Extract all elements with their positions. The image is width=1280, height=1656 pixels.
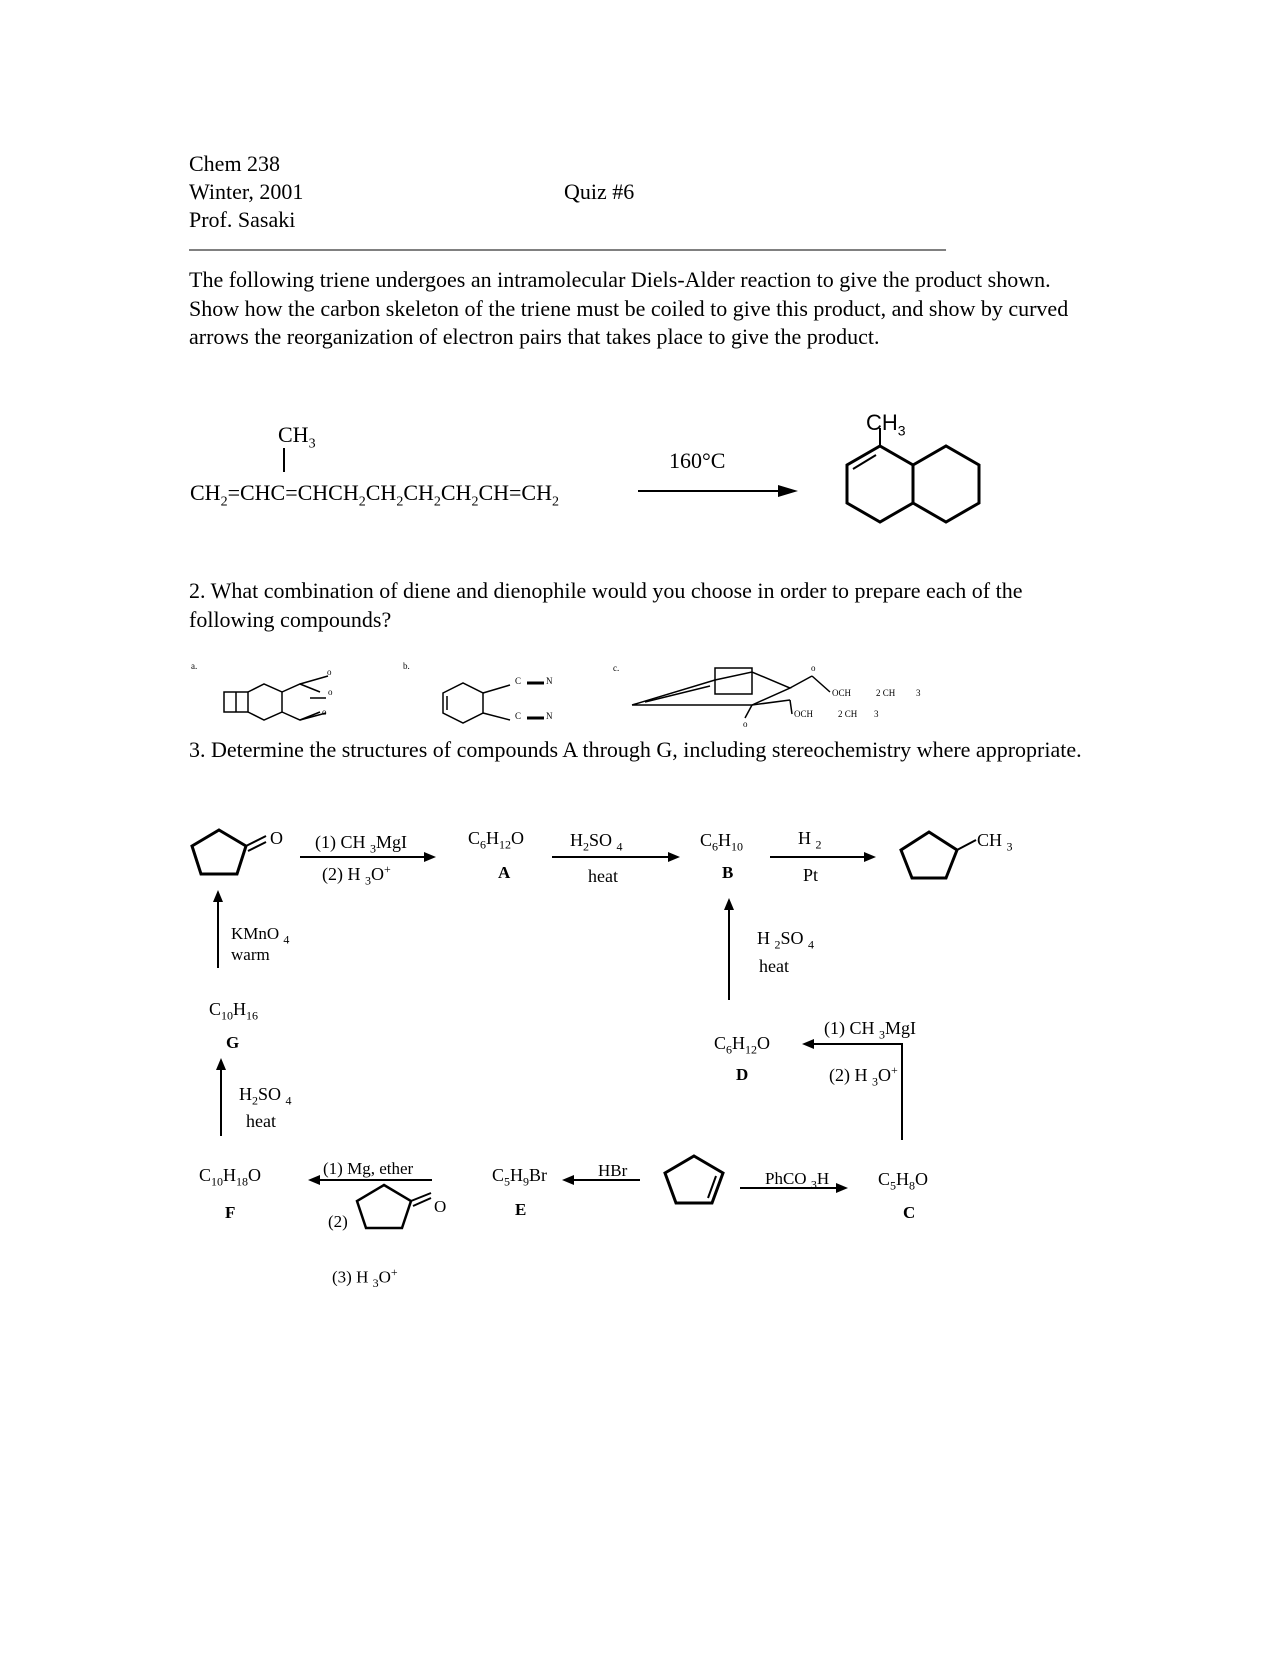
reaction-condition: 160°C <box>669 448 726 473</box>
quiz-title: Quiz #6 <box>564 179 635 204</box>
compound-e-label: E <box>515 1200 527 1219</box>
compound-a-label: A <box>498 863 511 882</box>
header-rule: ______________________________________________________________________________ <box>189 232 946 252</box>
f-ketone-oxygen: O <box>434 1197 447 1216</box>
compound-d-formula: $C_6H_{12}O$ <box>714 1033 771 1057</box>
triene-formula: $CH_2=CHC=CHCH_2CH_2CH_2CH_2CH=CH_2$ <box>190 480 559 510</box>
compound-g-formula: $C_{10}H_{16}$ <box>209 999 259 1023</box>
c-och-top: OCH <box>832 688 852 698</box>
compound-a-formula: $C_6H_{12}O$ <box>468 828 525 852</box>
heat-left: heat <box>246 1111 276 1131</box>
compound-d-label: D <box>736 1065 749 1084</box>
c-ch2-bottom: 2 CH <box>838 709 858 719</box>
cyclopentanone-start <box>192 830 266 874</box>
course-title: Chem 238 <box>189 151 281 176</box>
hydrogenation-reagent: H $_2$ <box>798 828 822 852</box>
c-3-top: 3 <box>916 688 921 698</box>
cyclopentene <box>665 1156 723 1203</box>
compound-f-formula: $C_{10}H_{18}O$ <box>199 1165 262 1189</box>
c-och-bottom: OCH <box>794 709 814 719</box>
b-n-bottom: N <box>546 711 553 721</box>
arrow-c-to-d <box>814 1044 902 1140</box>
triene-ch3: $CH_3$ <box>278 422 316 452</box>
c-ch2-top: 2 CH <box>876 688 896 698</box>
warm-condition: warm <box>231 945 270 964</box>
step-a-reagent-2: (2) H $_3$O+ <box>322 862 391 888</box>
term-text: Winter, 2001 <box>189 179 304 204</box>
q2-label-a: a. <box>191 661 198 671</box>
h2so4-left: $H_2SO$ $_4$ <box>239 1084 292 1108</box>
hbr-reagent: HBr <box>598 1161 628 1180</box>
bicyclic-product <box>847 428 979 522</box>
c-o-bottom: o <box>743 719 748 729</box>
b-n-top: N <box>546 676 553 686</box>
ketone-oxygen: O <box>270 828 283 848</box>
q1-arrow-head <box>778 485 798 497</box>
q2-structure-c <box>632 668 830 718</box>
compound-c-label: C <box>903 1203 916 1222</box>
step-f-reagent-3: (3) H $_3$O+ <box>332 1265 398 1291</box>
compound-c-formula: $C_5H_8O$ <box>878 1169 929 1193</box>
professor-name: Prof. Sasaki <box>189 207 296 232</box>
hydrogenation-catalyst: Pt <box>803 865 819 885</box>
h2so4-right: H $_2$SO $_4$ <box>757 928 815 952</box>
heat-right: heat <box>759 956 789 976</box>
q3-prompt: 3. Determine the structures of compounds A through G, including stereochemistry where appropriate. <box>189 737 1082 762</box>
q2-prompt: 2. What combination of diene and dienophile would you choose in order to prepare each of the following compounds? <box>189 578 1023 632</box>
step-f-reagent-1: (1) Mg, ether <box>323 1159 414 1178</box>
q2-label-c: c. <box>613 663 620 673</box>
compound-f-label: F <box>225 1203 236 1222</box>
c-3-bottom: 3 <box>874 709 879 719</box>
compound-b-label: B <box>722 863 734 882</box>
q1-prompt: The following triene undergoes an intramolecular Diels-Alder reaction to give the product shown. Show how the carbon skeleton of the triene must be coiled to give this product, and show by curved arrows the reorganization of electron pairs that takes place to give the product. <box>189 267 1069 349</box>
c-o-top: o <box>811 663 816 673</box>
kmno4-reagent: KMnO $_4$ <box>231 924 290 947</box>
step-f-reagent-2: (2) <box>328 1212 348 1231</box>
reagent-cyclopentanone <box>357 1185 431 1228</box>
phco3h-reagent: PhCO $_3$H <box>765 1169 830 1192</box>
step-b-reagent-2: heat <box>588 866 618 886</box>
a-oxygen-3: o <box>322 707 327 717</box>
step-b-reagent-1: $H_2SO$ $_4$ <box>570 830 623 854</box>
q2-label-b: b. <box>403 661 410 671</box>
step-d-reagent-1: (1) CH $_3$MgI <box>824 1018 916 1042</box>
compound-b-formula: $C_6H_{10}$ <box>700 830 744 854</box>
q2-structure-b <box>443 683 544 723</box>
b-c-top: C <box>515 676 522 686</box>
methylcyclopentane <box>901 832 976 878</box>
step-d-reagent-2: (2) H $_3$O+ <box>829 1063 898 1089</box>
step-a-reagent-1: (1) CH $_3$MgI <box>315 832 407 856</box>
b-c-bottom: C <box>515 711 522 721</box>
a-oxygen-1: o <box>327 667 332 677</box>
product-ch3: $CH_3$ <box>866 410 906 439</box>
final-ch3: CH $_3$ <box>977 830 1013 854</box>
q2-structure-a <box>224 676 328 720</box>
compound-e-formula: $C_5H_9Br$ <box>492 1165 548 1189</box>
compound-g-label: G <box>226 1033 240 1052</box>
a-oxygen-2: o <box>328 687 333 697</box>
